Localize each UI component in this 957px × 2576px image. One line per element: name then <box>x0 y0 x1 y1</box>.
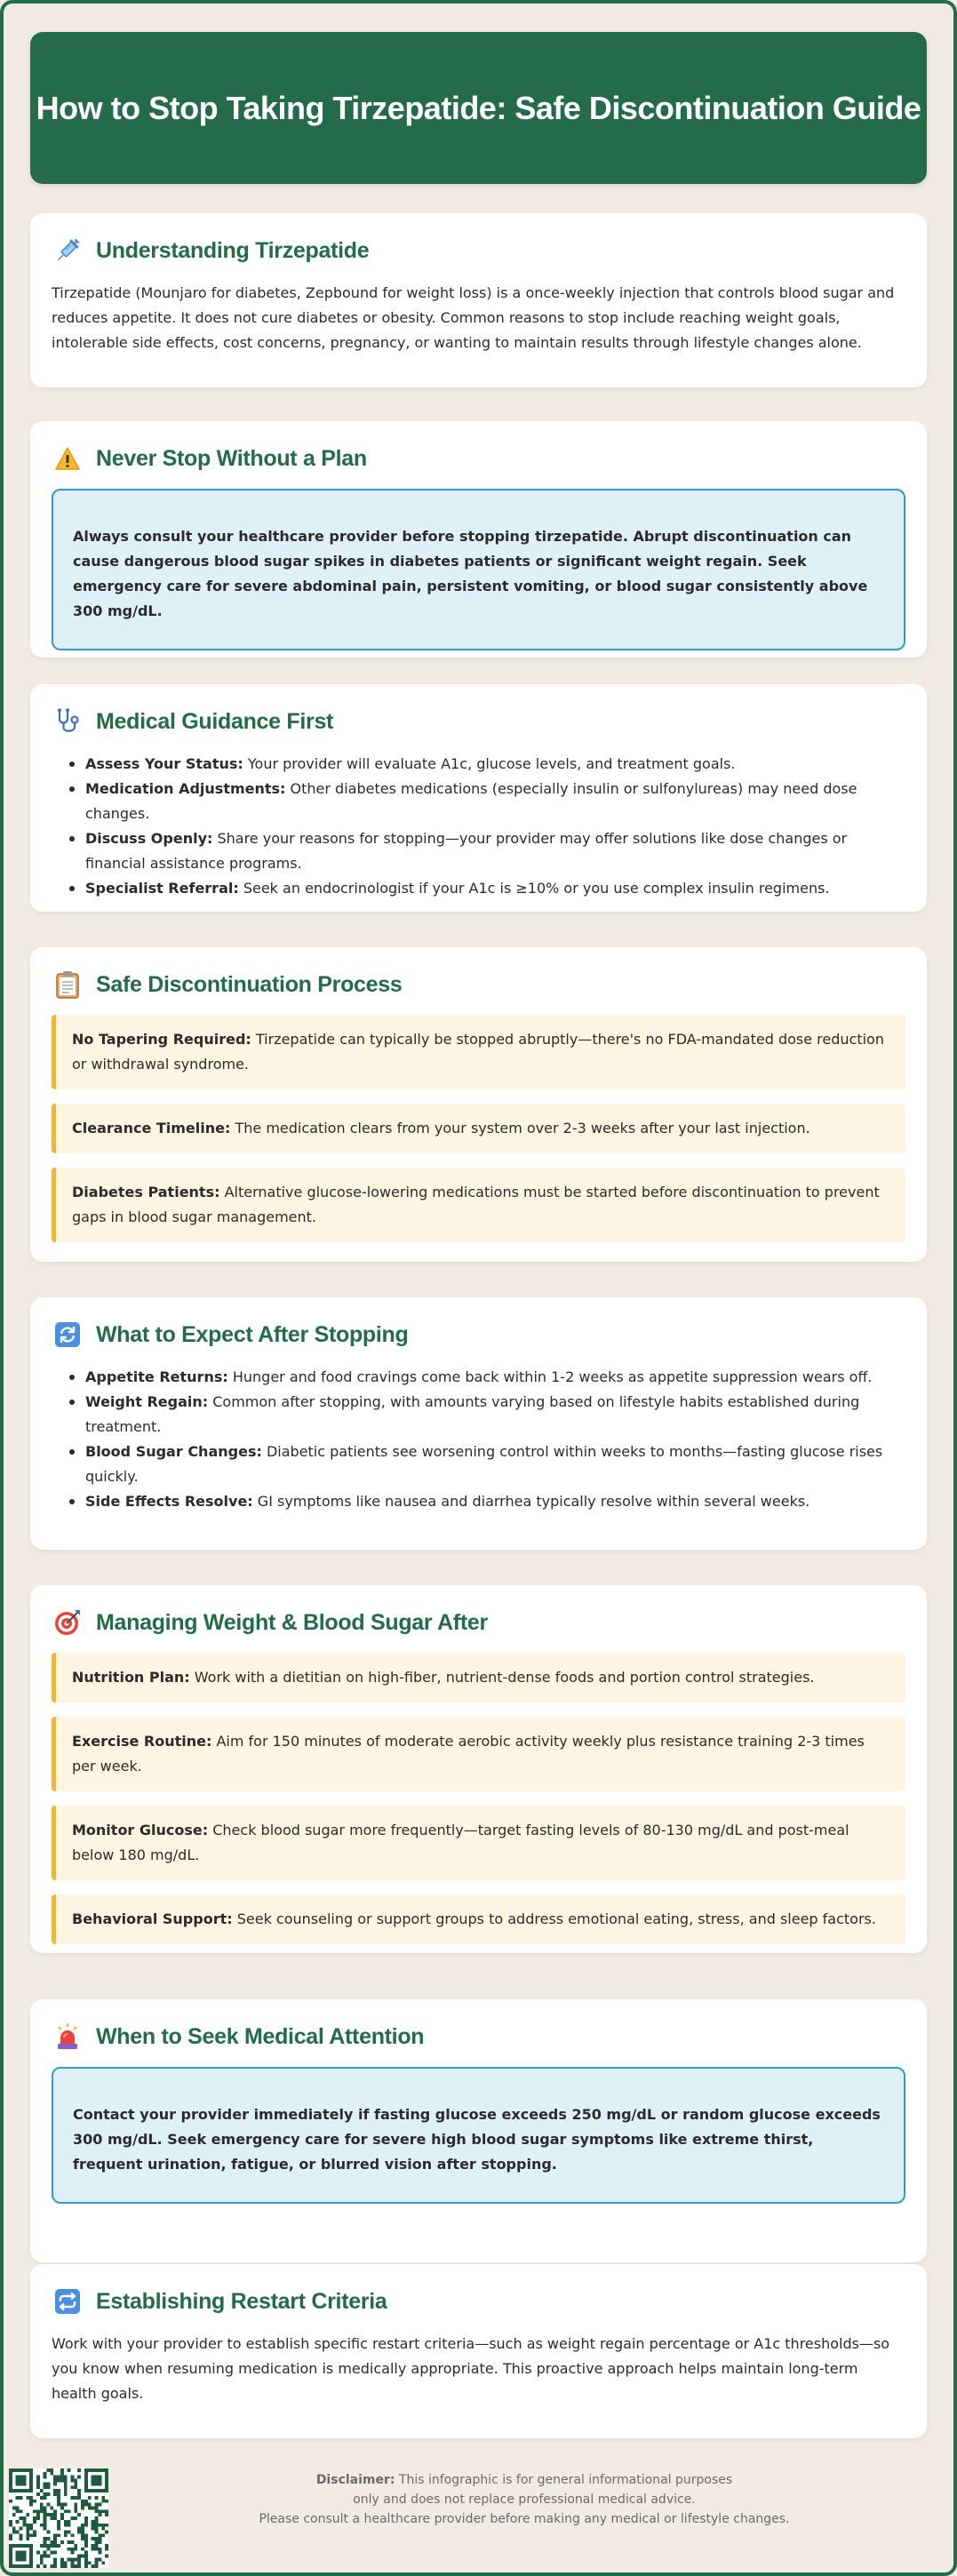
card-restart <box>30 2264 927 2438</box>
footer <box>0 2461 957 2550</box>
warning-alert: Always consult your healthcare provider before stopping tirzepatide. Abrupt discontinuation can cause dangerous blood sugar spikes in diabetes patients or significant weight regain. Seek emergency care for severe abdominal pain, persistent vomiting, or blood sugar consistently above 300 mg/dL. <box>52 489 905 650</box>
attention-alert: Contact your provider immediately if fasting glucose exceeds 250 mg/dL or random glucose exceeds 300 mg/dL. Seek emergency care for severe high blood sugar symptoms like extreme thirst, frequent urination, fatigue, or blurred vision after stopping. <box>52 2067 905 2204</box>
qr-code[interactable] <box>9 2468 108 2568</box>
list-item: Medication Adjustments: Other diabetes medications (especially insulin or sulfonylureas) may need dose changes. <box>85 777 905 826</box>
disclaimer-label: Disclaimer: <box>315 2473 395 2487</box>
section-heading: Medical Guidance First <box>96 708 334 734</box>
list-item: Monitor Glucose: Check blood sugar more frequently—target fasting levels of 80-130 mg/dL and post-meal below 180 mg/dL. <box>52 1806 905 1880</box>
card-process <box>30 947 927 1262</box>
warning-icon <box>52 443 84 475</box>
guidance-list <box>52 752 905 901</box>
clipboard-icon <box>52 969 84 1001</box>
managing-steps <box>52 1653 905 1944</box>
section-heading: When to Seek Medical Attention <box>96 2023 425 2049</box>
list-item: Appetite Returns: Hunger and food cravings come back within 1-2 weeks as appetite suppression wears off. <box>85 1365 905 1390</box>
card-plan <box>30 421 927 658</box>
repeat-icon <box>52 2285 84 2317</box>
card-understanding <box>30 213 927 387</box>
list-item: Blood Sugar Changes: Diabetic patients see worsening control within weeks to months—fasting glucose rises quickly. <box>85 1440 905 1489</box>
process-steps <box>52 1015 905 1242</box>
section-heading: Safe Discontinuation Process <box>96 971 403 997</box>
section-heading: What to Expect After Stopping <box>96 1321 409 1347</box>
card-expect <box>30 1297 927 1550</box>
list-item: Clearance Timeline: The medication clears from your system over 2-3 weeks after your last injection. <box>52 1104 905 1153</box>
list-item: Weight Regain: Common after stopping, with amounts varying based on lifestyle habits established during treatment. <box>85 1390 905 1440</box>
cycle-arrows-icon <box>52 1319 84 1351</box>
list-item: Exercise Routine: Aim for 150 minutes of moderate aerobic activity weekly plus resistance training 2-3 times per week. <box>52 1717 905 1791</box>
list-item: Side Effects Resolve: GI symptoms like nausea and diarrhea typically resolve within several weeks. <box>85 1489 905 1514</box>
target-icon <box>52 1607 84 1639</box>
section-heading: Understanding Tirzepatide <box>96 237 370 263</box>
title-banner <box>30 32 927 184</box>
card-guidance <box>30 684 927 912</box>
card-managing <box>30 1585 927 1953</box>
list-item: Assess Your Status: Your provider will evaluate A1c, glucose levels, and treatment goals. <box>85 752 905 777</box>
list-item: Nutrition Plan: Work with a dietitian on high-fiber, nutrient-dense foods and portion control strategies. <box>52 1653 905 1703</box>
list-item: No Tapering Required: Tirzepatide can typically be stopped abruptly—there's no FDA-mandated dose reduction or withdrawal syndrome. <box>52 1015 905 1089</box>
list-item: Behavioral Support: Seek counseling or support groups to address emotional eating, stress, and sleep factors. <box>52 1894 905 1944</box>
section-body: Tirzepatide (Mounjaro for diabetes, Zepbound for weight loss) is a once-weekly injection that controls blood sugar and reduces appetite. It does not cure diabetes or obesity. Common reasons to stop include reaching weight goals, intolerable side effects, cost concerns, pregnancy, or wanting to maintain results through lifestyle changes alone. <box>52 284 895 351</box>
siren-icon <box>52 2021 84 2053</box>
list-item: Discuss Openly: Share your reasons for stopping—your provider may offer solutions like dose changes or financial assistance programs. <box>85 826 905 876</box>
list-item: Diabetes Patients: Alternative glucose-lowering medications must be started before discontinuation to prevent gaps in blood sugar management. <box>52 1168 905 1242</box>
page-title: How to Stop Taking Tirzepatide: Safe Discontinuation Guide <box>36 89 921 126</box>
card-attention <box>30 1999 927 2262</box>
section-heading: Establishing Restart Criteria <box>96 2288 387 2314</box>
disclaimer: Disclaimer: This infographic is for general informational purposes only and does not replace professional medical advice. Please consult a healthcare provider before making any medical or lifestyle changes. <box>259 2473 790 2526</box>
expect-list <box>52 1365 905 1514</box>
section-body: Work with your provider to establish specific restart criteria—such as weight regain percentage or A1c thresholds—so you know when resuming medication is medically appropriate. This proactive approach helps maintain long-term health goals. <box>52 2335 890 2402</box>
section-heading: Managing Weight & Blood Sugar After <box>96 1609 488 1635</box>
list-item: Specialist Referral: Seek an endocrinologist if your A1c is ≥10% or you use complex insulin regimens. <box>85 876 905 901</box>
syringe-icon <box>52 235 84 267</box>
section-heading: Never Stop Without a Plan <box>96 445 367 471</box>
stethoscope-icon <box>52 706 84 738</box>
